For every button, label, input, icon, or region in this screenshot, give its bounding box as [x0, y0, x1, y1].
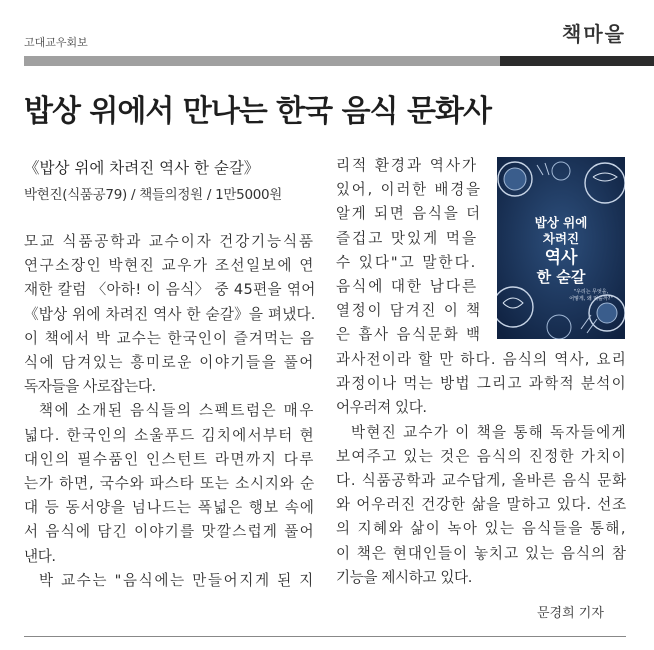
book-cover-image — [497, 157, 625, 339]
cover-subtitle-line-2: 어떻게, 왜 먹을까?" — [569, 296, 613, 302]
article-line: 수 있다"고 말한다. — [336, 253, 478, 271]
article-line: 서 음식에 담긴 이야기를 맛깔스럽게 풀어 — [24, 523, 315, 541]
article-line: 보여주고 있는 것은 음식의 진정한 가치이 — [336, 447, 627, 465]
article-line: 낸다. — [24, 547, 56, 565]
article-line: 다. 식품공학과 교수답게, 올바른 음식 문화 — [336, 472, 627, 489]
article-line: 《밥상 위에 차려진 역사 한 숟갈》을 펴냈다. — [24, 305, 316, 323]
section-title: 책마을 — [562, 22, 626, 46]
article-line: 과정이나 먹는 방법 그리고 과학적 분석이 — [336, 375, 627, 393]
cover-title-line-3: 역사 — [544, 248, 578, 268]
article-line: 는가 하면, 국수와 파스타 또는 소시지와 순 — [24, 475, 315, 492]
cover-subtitle-line-1: "우리는 무엇을, — [573, 289, 609, 295]
cover-title-line-2: 차려진 — [542, 231, 580, 246]
byline: 문경희 기자 — [537, 606, 604, 621]
article-line: 대인의 필수품인 인스턴트 라면까지 다루 — [24, 450, 315, 468]
article-line: 즐겁고 맛있게 먹을 — [336, 229, 479, 247]
article-line: 책에 소개된 음식들의 스펙트럼은 매우 — [39, 402, 315, 420]
publication-name: 고대교우회보 — [24, 36, 88, 49]
article-line: 연구소장인 박현진 교우가 조선일보에 연 — [24, 257, 315, 275]
book-info: 박현진(식품공79) / 책들의정원 / 1만5000원 — [24, 187, 283, 203]
article-line: 넓다. 한국인의 소울푸드 김치에서부터 현 — [24, 426, 315, 444]
header-bar-dark — [500, 56, 654, 66]
article-line: 식에 담겨있는 흥미로운 이야기들을 풀어 — [24, 354, 315, 371]
article-line: 알게 되면 음식을 더 — [336, 205, 482, 223]
article-line: 은 흡사 음식문화 백 — [336, 326, 482, 344]
cover-title-line-4: 한 숟갈 — [536, 268, 586, 286]
article-line: 리적 환경과 역사가 — [336, 157, 479, 174]
article-line: 독자들을 사로잡는다. — [24, 378, 156, 396]
book-title: 《밥상 위에 차려진 역사 한 숟갈》 — [24, 159, 260, 177]
article-line: 의 지혜와 삶이 녹아 있는 음식들을 통해, — [336, 520, 627, 538]
headline: 밥상 위에서 만나는 한국 음식 문화사 — [24, 94, 491, 129]
header-bar-gray — [24, 56, 500, 66]
article-line: 대 등 동서양을 넘나드는 폭넓은 행보 속에 — [24, 499, 315, 517]
article-line: 재한 칼럼 〈아하! 이 음식〉 중 45편을 엮어 — [24, 281, 316, 299]
article-line: 박현진 교수가 이 책을 통해 독자들에게 — [351, 423, 627, 441]
bottom-rule — [24, 636, 626, 637]
article-line: 열정이 담겨진 이 책 — [336, 302, 482, 320]
article-line: 과사전이라 할 만 하다. 음식의 역사, 요리 — [336, 351, 627, 368]
article-line: 박 교수는 "음식에는 만들어지게 된 지 — [39, 571, 315, 589]
article-line: 어우러져 있다. — [336, 399, 427, 417]
article-line: 이 책에서 박 교수는 한국인이 즐겨먹는 음 — [24, 329, 315, 347]
article-line: 음식에 대한 남다른 — [336, 278, 479, 295]
article-line: 모교 식품공학과 교수이자 건강기능식품 — [24, 233, 315, 250]
article-line: 와 어우러진 건강한 삶을 말하고 있다. 선조 — [336, 496, 627, 514]
article-line: 이 책은 현대인들이 놓치고 있는 음식의 참 — [336, 544, 627, 562]
cover-title-line-1: 밥상 위에 — [534, 215, 588, 230]
article-line: 기능을 제시하고 있다. — [336, 568, 472, 586]
article-line: 있어, 이러한 배경을 — [336, 181, 482, 199]
